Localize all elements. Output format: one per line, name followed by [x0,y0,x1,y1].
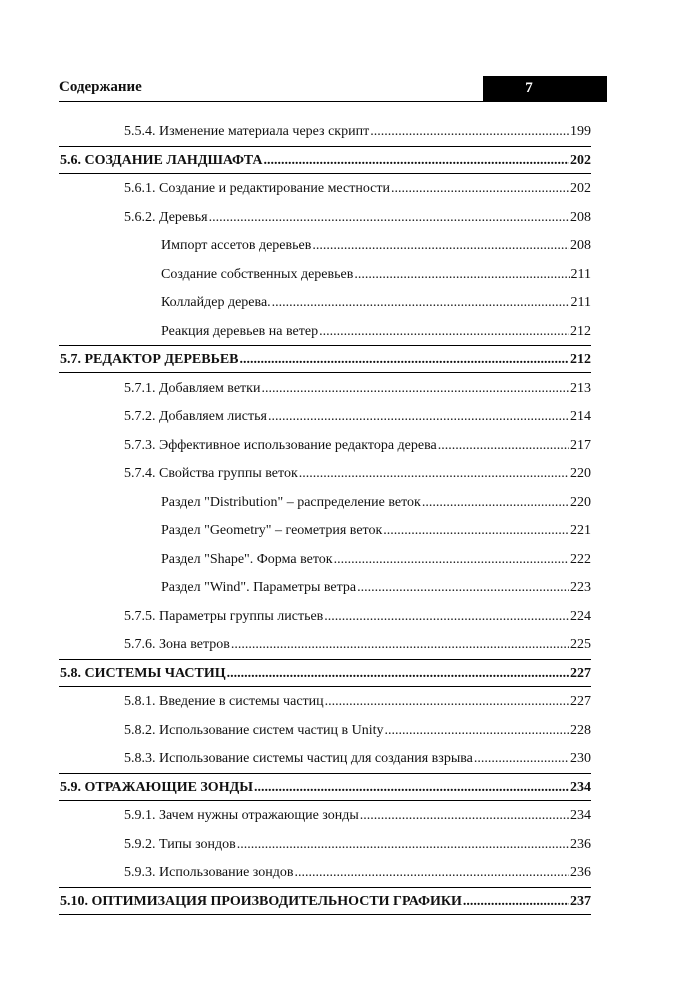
toc-entry [124,693,591,711]
toc-entry-title: Раздел "Geometry" – геометрия веток [161,523,383,538]
toc-entry [124,636,591,654]
toc-entry-page: 223 [570,580,591,595]
toc-leader-dots [312,237,569,255]
section-rule [59,372,591,373]
toc-entry-page: 217 [570,437,591,453]
toc-entry-page: 208 [570,209,591,225]
toc-leader-dots [384,722,569,740]
toc-entry-title: 5.5.4. Изменение материала через скрипт [124,124,370,139]
toc-entry-page: 237 [570,893,591,909]
toc-entry-page: 228 [570,722,591,738]
toc-entry [124,465,591,483]
page-title: Содержание [59,79,142,95]
toc-leader-dots [324,608,569,626]
toc-entry-page: 220 [570,466,591,481]
toc-section-entry [60,152,591,170]
toc-leader-dots [272,294,570,312]
toc-entry-title: 5.6.1. Создание и редактирование местности [124,181,390,196]
toc-entry [161,579,591,597]
toc-entry-page: 212 [570,352,591,367]
toc-entry-title: 5.7.2. Добавляем листья [124,409,267,424]
section-rule [59,173,591,174]
toc-entry-title: 5.9.3. Использование зондов [124,865,294,880]
toc-entry [161,294,591,312]
toc-entry-title: 5.8. СИСТЕМЫ ЧАСТИЦ [60,665,226,681]
toc-entry-title: 5.7.4. Свойства группы веток [124,466,298,481]
toc-entry-title: 5.8.2. Использование систем частиц в Unity [124,722,384,738]
toc-entry [161,522,591,540]
section-rule [59,773,591,774]
toc-entry-page: 202 [570,181,591,196]
section-rule [59,800,591,801]
toc-entry-title: 5.9.2. Типы зондов [124,836,236,852]
toc-entry-title: Раздел "Distribution" – распределение веток [161,494,421,510]
toc-leader-dots [261,380,569,398]
section-rule [59,914,591,915]
toc-leader-dots [354,266,569,284]
toc-entry-title: 5.8.1. Введение в системы частиц [124,694,324,709]
toc-entry [161,266,591,284]
toc-leader-dots [325,693,569,711]
toc-entry-page: 211 [570,295,591,310]
toc-entry-page: 222 [570,551,591,567]
toc-entry-page: 208 [570,238,591,253]
toc-leader-dots [360,807,569,825]
toc-entry [124,807,591,825]
toc-entry-title: Реакция деревьев на ветер [161,323,319,339]
toc-section-entry [60,779,591,797]
toc-entry [124,123,591,141]
toc-entry-title: 5.9.1. Зачем нужны отражающие зонды [124,808,359,823]
toc-entry [161,494,591,512]
toc-entry-title: Создание собственных деревьев [161,266,354,282]
toc-leader-dots [474,750,569,768]
toc-section-entry [60,351,591,369]
toc-entry [124,608,591,626]
section-rule [59,659,591,660]
toc-entry-title: 5.6. СОЗДАНИЕ ЛАНДШАФТА [60,152,263,168]
toc-leader-dots [319,323,569,341]
toc-leader-dots [237,836,569,854]
toc-leader-dots [463,893,569,911]
toc-leader-dots [240,351,569,369]
toc-entry [124,437,591,455]
toc-entry-page: 227 [570,665,591,681]
toc-entry-title: 5.7.3. Эффективное использование редактора дерева [124,437,437,453]
toc-leader-dots [268,408,569,426]
toc-entry-page: 230 [570,751,591,766]
toc-leader-dots [299,465,569,483]
toc-entry-title: Раздел "Wind". Параметры ветра [161,580,357,595]
toc-leader-dots [227,665,569,683]
toc-entry-title: 5.7. РЕДАКТОР ДЕРЕВЬЕВ [60,352,239,367]
toc-entry [124,209,591,227]
toc-entry-page: 212 [570,323,591,339]
toc-leader-dots [294,864,569,882]
toc-entry-title: Импорт ассетов деревьев [161,238,312,253]
toc-entry-page: 234 [570,808,591,823]
toc-entry [124,864,591,882]
toc-entry-title: 5.9. ОТРАЖАЮЩИЕ ЗОНДЫ [60,779,253,795]
toc-leader-dots [391,180,569,198]
toc-entry-title: 5.10. ОПТИМИЗАЦИЯ ПРОИЗВОДИТЕЛЬНОСТИ ГРАФИКИ [60,893,462,909]
toc-entry-page: 236 [570,836,591,852]
toc-entry-page: 227 [570,694,591,709]
toc-leader-dots [209,209,569,227]
toc-entry [124,836,591,854]
toc-entry-title: 5.8.3. Использование системы частиц для создания взрыва [124,751,473,766]
toc-entry-page: 199 [570,124,591,139]
toc-entry [124,722,591,740]
toc-entry-title: 5.6.2. Деревья [124,209,208,225]
toc-entry [124,380,591,398]
toc-entry-page: 220 [570,494,591,510]
toc-leader-dots [334,551,569,569]
toc-leader-dots [357,579,569,597]
toc-entry-title: Коллайдер дерева. [161,295,271,310]
toc-entry [124,408,591,426]
toc-leader-dots [438,437,569,455]
toc-leader-dots [370,123,569,141]
toc-entry-page: 234 [570,779,591,795]
toc-entry-page: 224 [570,608,591,624]
toc-entry [161,237,591,255]
toc-entry-title: Раздел "Shape". Форма веток [161,551,333,567]
toc-entry-page: 214 [570,409,591,424]
toc-section-entry [60,893,591,911]
toc-entry [161,323,591,341]
toc-entry [124,750,591,768]
toc-entry-page: 236 [570,865,591,880]
toc-leader-dots [231,636,569,654]
section-rule [59,146,591,147]
toc-entry-page: 225 [570,637,591,652]
toc-entry [124,180,591,198]
toc-section-entry [60,665,591,683]
toc-leader-dots [422,494,569,512]
toc-entry-title: 5.7.6. Зона ветров [124,637,230,652]
toc-leader-dots [383,522,569,540]
toc-entry-page: 221 [570,523,591,538]
toc-entry-page: 211 [570,266,591,282]
toc-entry-page: 213 [570,380,591,396]
section-rule [59,686,591,687]
toc-entry-page: 202 [570,152,591,168]
toc-leader-dots [254,779,569,797]
section-rule [59,345,591,346]
toc-leader-dots [264,152,570,170]
toc-entry-title: 5.7.1. Добавляем ветки [124,380,261,396]
page-number: 7 [525,80,533,96]
toc-entry [161,551,591,569]
toc-entry-title: 5.7.5. Параметры группы листьев [124,608,324,624]
section-rule [59,887,591,888]
